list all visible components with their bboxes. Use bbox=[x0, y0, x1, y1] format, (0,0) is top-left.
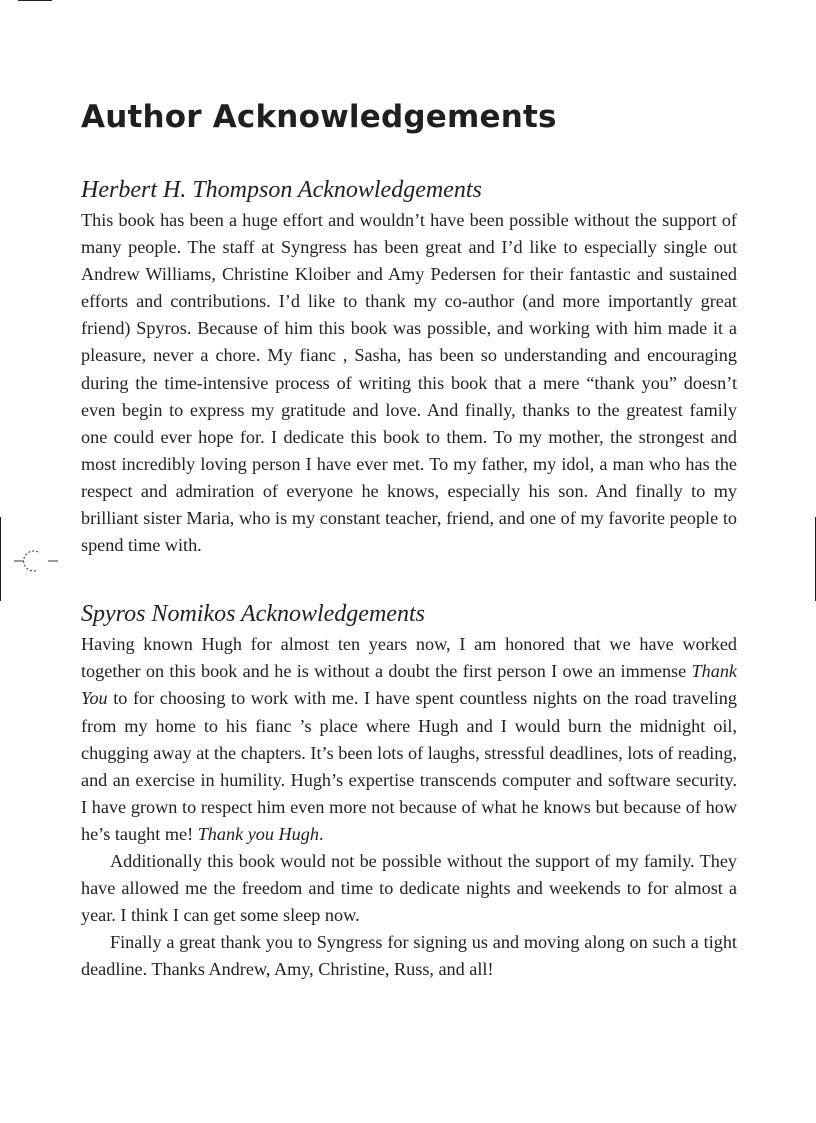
crop-mark-top bbox=[18, 0, 52, 1]
body-paragraph-nomikos-2: Additionally this book would not be possible without the support of my family. They have allowed me the freedom and time to dedicate nights and weekends to for almost a year. I think I can get some sleep now. bbox=[81, 850, 737, 926]
thank-you-emphasis: Thank You bbox=[81, 661, 737, 709]
section-heading-thompson: Herbert H. Thompson Acknowledgements bbox=[81, 177, 482, 203]
page-content bbox=[81, 96, 737, 983]
body-paragraph-thompson: This book has been a huge effort and wouldn’t have been possible without the support of many people. The staff at Syngress has been great and I’d like to especially single out Andrew Williams, Christine Kloiber and Amy Pedersen for their fantastic and sustained efforts and contributions. I’d like to thank my co-author (and more importantly great friend) Spyros. Because of him this book was possible, and working with him made it a pleasure, never a chore. My fianc , Sasha, has been so understanding and encouraging during the time-intensive process of writing this book that a mere “thank you” doesn’t even begin to express my gratitude and love. And finally, thanks to the greatest family one could ever hope for. I dedicate this book to them. To my mother, the strongest and most incredibly loving person I have ever met. To my father, my idol, a man who has the respect and admiration of everyone he knows, especially his son. And finally to my brilliant sister Maria, who is my constant teacher, friend, and one of my favorite people to spend time with. bbox=[81, 210, 737, 556]
paragraph-text: . bbox=[318, 823, 324, 844]
body-paragraph-nomikos-1 bbox=[81, 631, 737, 848]
crop-mark-left bbox=[0, 517, 1, 601]
section-heading-nomikos: Spyros Nomikos Acknowledgements bbox=[81, 601, 425, 628]
registration-mark-icon bbox=[14, 546, 58, 576]
paragraph-text: Having known Hugh for almost ten years now, I am honored that we have worked together on this book and he is without a doubt the first person I owe an immense bbox=[81, 634, 737, 682]
paragraph-text: to for choosing to work with me. I have spent countless nights on the road traveling from my home to his fianc ’s place where Hugh and I would burn the midnight oil, chugging away at the chapters. It’s been lots of laughs, stressful deadlines, lots of reading, and an exercise in humility. Hugh’s expertise transcends computer and software security. I have grown to respect him even more not because of what he knows but because of how he’s taught me! bbox=[81, 688, 737, 844]
page-title: Author Acknowledgements bbox=[81, 99, 557, 135]
thank-you-hugh-emphasis: Thank you Hugh bbox=[197, 823, 319, 844]
body-paragraph-nomikos-3: Finally a great thank you to Syngress for signing us and moving along on such a tight deadline. Thanks Andrew, Amy, Christine, Russ, and all! bbox=[81, 932, 737, 980]
